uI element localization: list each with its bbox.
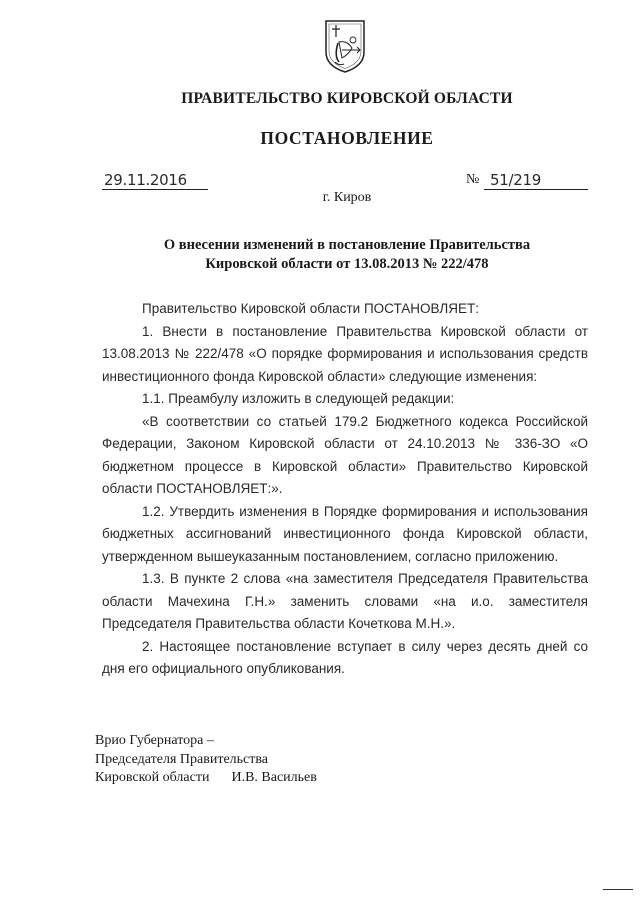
signatory-name: И.В. Васильев: [231, 770, 317, 785]
city: г. Киров: [322, 190, 372, 205]
document-type: ПОСТАНОВЛЕНИЕ: [260, 128, 434, 148]
page-mark: [603, 889, 633, 890]
document-number-field: [484, 172, 588, 190]
signatory-title-1: Врио Губернатора –: [95, 733, 214, 748]
document-body: [102, 298, 588, 681]
number-prefix: №: [466, 172, 480, 187]
document-date: 29.11.2016: [104, 171, 187, 189]
document-subject: [0, 236, 640, 274]
document-number: 51/219: [490, 171, 541, 189]
paragraph-1: 1. Внести в постановление Правительства Кировской области от 13.08.2013 № 222/478 «О порядке формирования и использования средств инвестиционного фонда Кировской области» следующие изменения:: [102, 323, 588, 384]
subject-line-2: Кировской области от 13.08.2013 № 222/478: [205, 256, 489, 272]
coat-of-arms-icon: [322, 18, 368, 74]
paragraph-1-1: 1.1. Преамбулу изложить в следующей редакции:: [142, 391, 455, 406]
paragraph-1-2: 1.2. Утвердить изменения в Порядке формирования и использования бюджетных ассигнований инвестиционного фонда Кировской области, утвержденном вышеуказанным постановлением, согласно приложению.: [102, 503, 588, 564]
paragraph-2: 2. Настоящее постановление вступает в силу через десять дней со дня его официального опубликования.: [102, 638, 588, 676]
signatory-title-2: Председателя Правительства: [95, 751, 269, 767]
paragraph-1-1-text: «В соответствии со статьей 179.2 Бюджетного кодекса Российской Федерации, Законом Кировской области от 24.10.2013 № 336-ЗО «О бюджетном процессе в Кировской области» Правительство Кировской области ПОСТАНОВЛЯЕТ:».: [102, 413, 588, 496]
government-title: ПРАВИТЕЛЬСТВО КИРОВСКОЙ ОБЛАСТИ: [181, 90, 513, 107]
paragraph-preamble: Правительство Кировской области ПОСТАНОВЛЯЕТ:: [142, 301, 479, 316]
paragraph-1-3: 1.3. В пункте 2 слова «на заместителя Председателя Правительства области Мачехина Г.Н.» заменить словами «на и.о. заместителя Председателя Правительства области Кочеткова М.Н.».: [102, 571, 588, 631]
signatory-region: Кировской области: [95, 770, 210, 785]
signature-block: [95, 732, 455, 788]
signatory-title-3: [95, 769, 455, 788]
subject-line-1: О внесении изменений в постановление Правительства: [163, 237, 531, 253]
document-date-field: [102, 172, 208, 190]
